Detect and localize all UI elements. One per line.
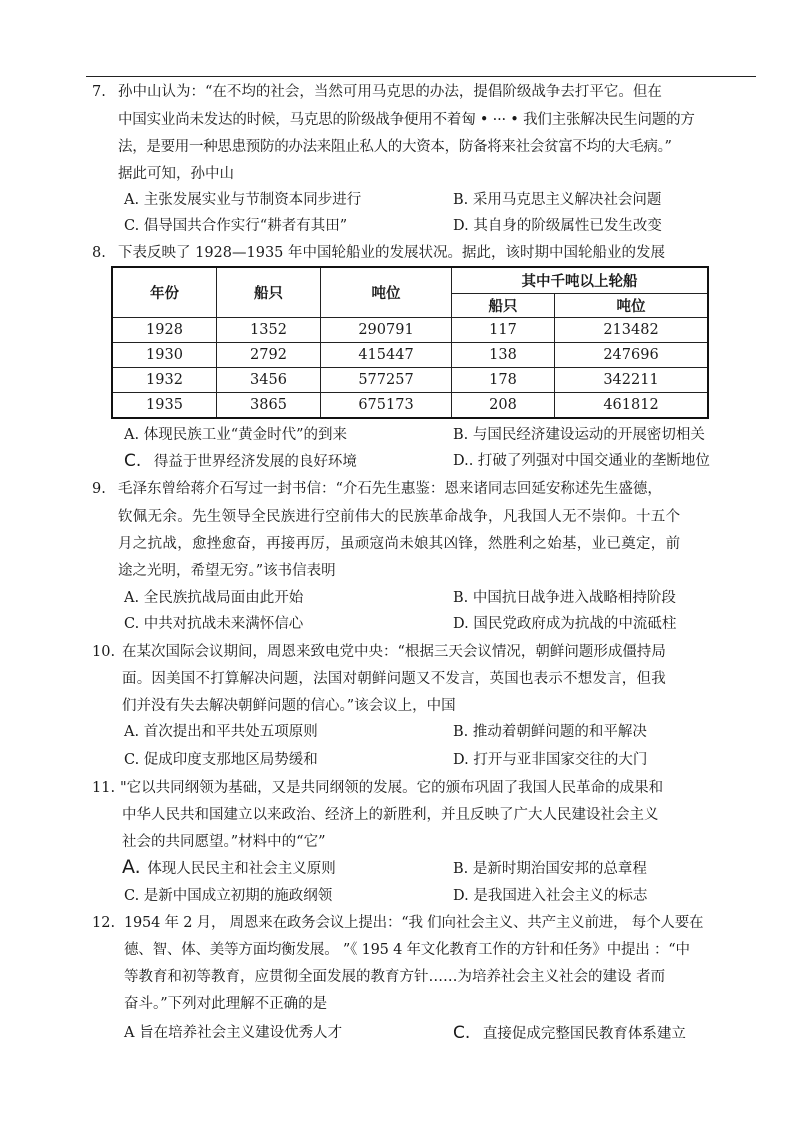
ship-industry-table [111,266,709,419]
q12-option-c[interactable] [453,1023,686,1044]
q7-option-c[interactable]: C. 倡导国共合作实行“耕者有其田” [124,218,348,234]
cell-large-tonnage: 342211 [555,367,709,392]
cell-large-ships: 138 [452,342,555,367]
q8-option-c[interactable] [124,451,357,472]
q9-option-a[interactable]: A. 全民族抗战局面由此开始 [124,590,304,606]
q7-stem-line-2: 中国实业尚未发达的时候，马克思的阶级战争便用不着匈 • ··· • 我们主张解决民生问题的方 [118,112,695,128]
q10-number: 10. [92,644,116,660]
q7-option-b[interactable]: B. 采用马克思主义解决社会问题 [453,192,662,208]
q7-option-a[interactable]: A. 主张发展实业与节制资本同步进行 [124,192,362,208]
cell-ships: 1352 [217,317,321,342]
q11-option-b[interactable]: B. 是新时期治国安邦的总章程 [453,861,647,877]
q11-option-d[interactable]: D. 是我国进入社会主义的标志 [453,888,648,904]
cell-ships: 2792 [217,342,321,367]
q12-option-a[interactable]: A 旨在培养社会主义建设优秀人才 [124,1025,343,1041]
cell-large-ships: 178 [452,367,555,392]
header-sub-tonnage: 吨位 [555,293,709,317]
cell-year: 1935 [112,392,217,418]
table-row [112,367,708,392]
q9-stem-line-3: 月之抗战，愈挫愈奋，再接再厉，虽顽寇尚未娘其凶锋，然胜利之始基，业已奠定，前 [118,536,681,552]
q12-number-label: 12. [92,915,116,931]
q10-option-d[interactable]: D. 打开与亚非国家交往的大门 [453,752,648,768]
q11-option-a-letter: A. [122,856,141,878]
header-sub-ships: 船只 [452,293,555,317]
q12-stem-line-3: 等教育和初等教育，应贯彻全面发展的教育方针……为培养社会主义社会的建设 者而 [124,969,666,985]
q9-option-c[interactable]: C. 中共对抗战未来满怀信心 [124,616,304,632]
q7-stem-line-3: 法，是要用一种思患预防的办法来阻止私人的大资本，防备将来社会贫富不均的大毛病。” [118,139,672,155]
q9-stem-line-4: 途之光明，希望无穷。”该书信表明 [118,563,336,579]
q10-stem-line-2: 面。因美国不打算解决问题，法国对朝鲜问题又不发言，英国也表示不想发言，但我 [122,671,666,687]
q11-number: 11. [92,780,116,796]
q12-stem-line-4: 奋斗。”下列对此理解不正确的是 [124,996,328,1012]
q8-option-a[interactable]: A. 体现民族工业“黄金时代”的到来 [124,427,348,443]
q8-stem-line-1: 下表反映了 1928—1935 年中国轮船业的发展状况。据此，该时期中国轮船业的发展 [118,245,666,261]
table-row [112,392,708,418]
q8-number: 8. [92,245,106,261]
cell-ships: 3865 [217,392,321,418]
q9-stem-line-2: 钦佩无余。先生领导全民族进行空前伟大的民族革命战争，凡我国人无不崇仰。十五个 [118,509,681,525]
header-rule [86,76,756,77]
q7-option-d[interactable]: D. 其自身的阶级属性已发生改变 [453,218,662,234]
header-tonnage: 吨位 [321,267,452,317]
q11-option-a-text: 体现人民民主和社会主义原则 [147,861,336,877]
cell-tonnage: 577257 [321,367,452,392]
q12-option-c-text: 直接促成完整国民教育体系建立 [482,1026,686,1042]
cell-tonnage: 290791 [321,317,452,342]
cell-year: 1930 [112,342,217,367]
q10-option-b[interactable]: B. 推动着朝鲜问题的和平解决 [453,724,647,740]
q10-option-a[interactable]: A. 首次提出和平共处五项原则 [124,724,318,740]
cell-ships: 3456 [217,367,321,392]
q10-stem-line-3: 们并没有失去解决朝鲜问题的信心。”该会议上，中国 [122,698,456,714]
q11-option-c[interactable]: C. 是新中国成立初期的施政纲领 [124,888,333,904]
q8-option-d[interactable]: D.. 打破了列强对中国交通业的垄断地位 [453,453,710,469]
q12-option-c-letter: C. [453,1023,471,1043]
q10-option-c[interactable]: C. 促成印度支那地区局势缓和 [124,752,318,768]
cell-year: 1928 [112,317,217,342]
q9-number: 9. [92,481,106,497]
header-group-large-ships: 其中千吨以上轮船 [452,267,709,293]
q8-option-c-letter: C. [124,451,142,471]
q9-stem-line-1: 毛泽东曾给蒋介石写过一封书信：“介石先生惠鉴：恩来诸同志回延安称述先生盛德， [118,481,662,497]
q7-stem-line-1: 孙中山认为：“在不均的社会，当然可用马克思的办法，提倡阶级战争去打平它。但在 [118,84,662,100]
cell-large-tonnage: 461812 [555,392,709,418]
table-row [112,342,708,367]
cell-large-ships: 117 [452,317,555,342]
q11-stem-line-1: "它以共同纲领为基础，又是共同纲领的发展。它的颁布巩固了我国人民革命的成果和 [120,780,664,796]
q8-option-c-text: 得益于世界经济发展的良好环境 [153,454,357,470]
q7-stem-line-4: 据此可知，孙中山 [118,166,234,182]
q12-stem-line-1: 1954 年 2 月， 周恩来在政务会议上提出：“我 们向社会主义、共产主义前进， 每个人要在 [124,915,704,931]
q11-stem-line-2: 中华人民共和国建立以来政治、经济上的新胜利，并且反映了广大人民建设社会主义 [122,807,659,823]
q10-stem-line-1: 在某次国际会议期间，周恩来致电党中央：“根据三天会议情况，朝鲜问题形成僵持局 [122,644,666,660]
q11-option-a[interactable] [122,857,336,879]
q8-option-b[interactable]: B. 与国民经济建设运动的开展密切相关 [453,427,705,443]
header-ships: 船只 [217,267,321,317]
cell-tonnage: 675173 [321,392,452,418]
table-row [112,317,708,342]
q12-stem-line-2: 德、智、体、美等方面均衡发展。 ”《 195 4 年文化教育工作的方针和任务》中提出 ：“中 [124,942,690,958]
q9-option-b[interactable]: B. 中国抗日战争进入战略相持阶段 [453,590,676,606]
cell-large-tonnage: 247696 [555,342,709,367]
cell-large-ships: 208 [452,392,555,418]
q7-number: 7. [92,84,106,100]
cell-large-tonnage: 213482 [555,317,709,342]
cell-year: 1932 [112,367,217,392]
q9-option-d[interactable]: D. 国民党政府成为抗战的中流砥柱 [453,616,677,632]
cell-tonnage: 415447 [321,342,452,367]
header-year: 年份 [112,267,217,317]
q11-stem-line-3: 社会的共同愿望。”材料中的“它” [122,834,326,850]
